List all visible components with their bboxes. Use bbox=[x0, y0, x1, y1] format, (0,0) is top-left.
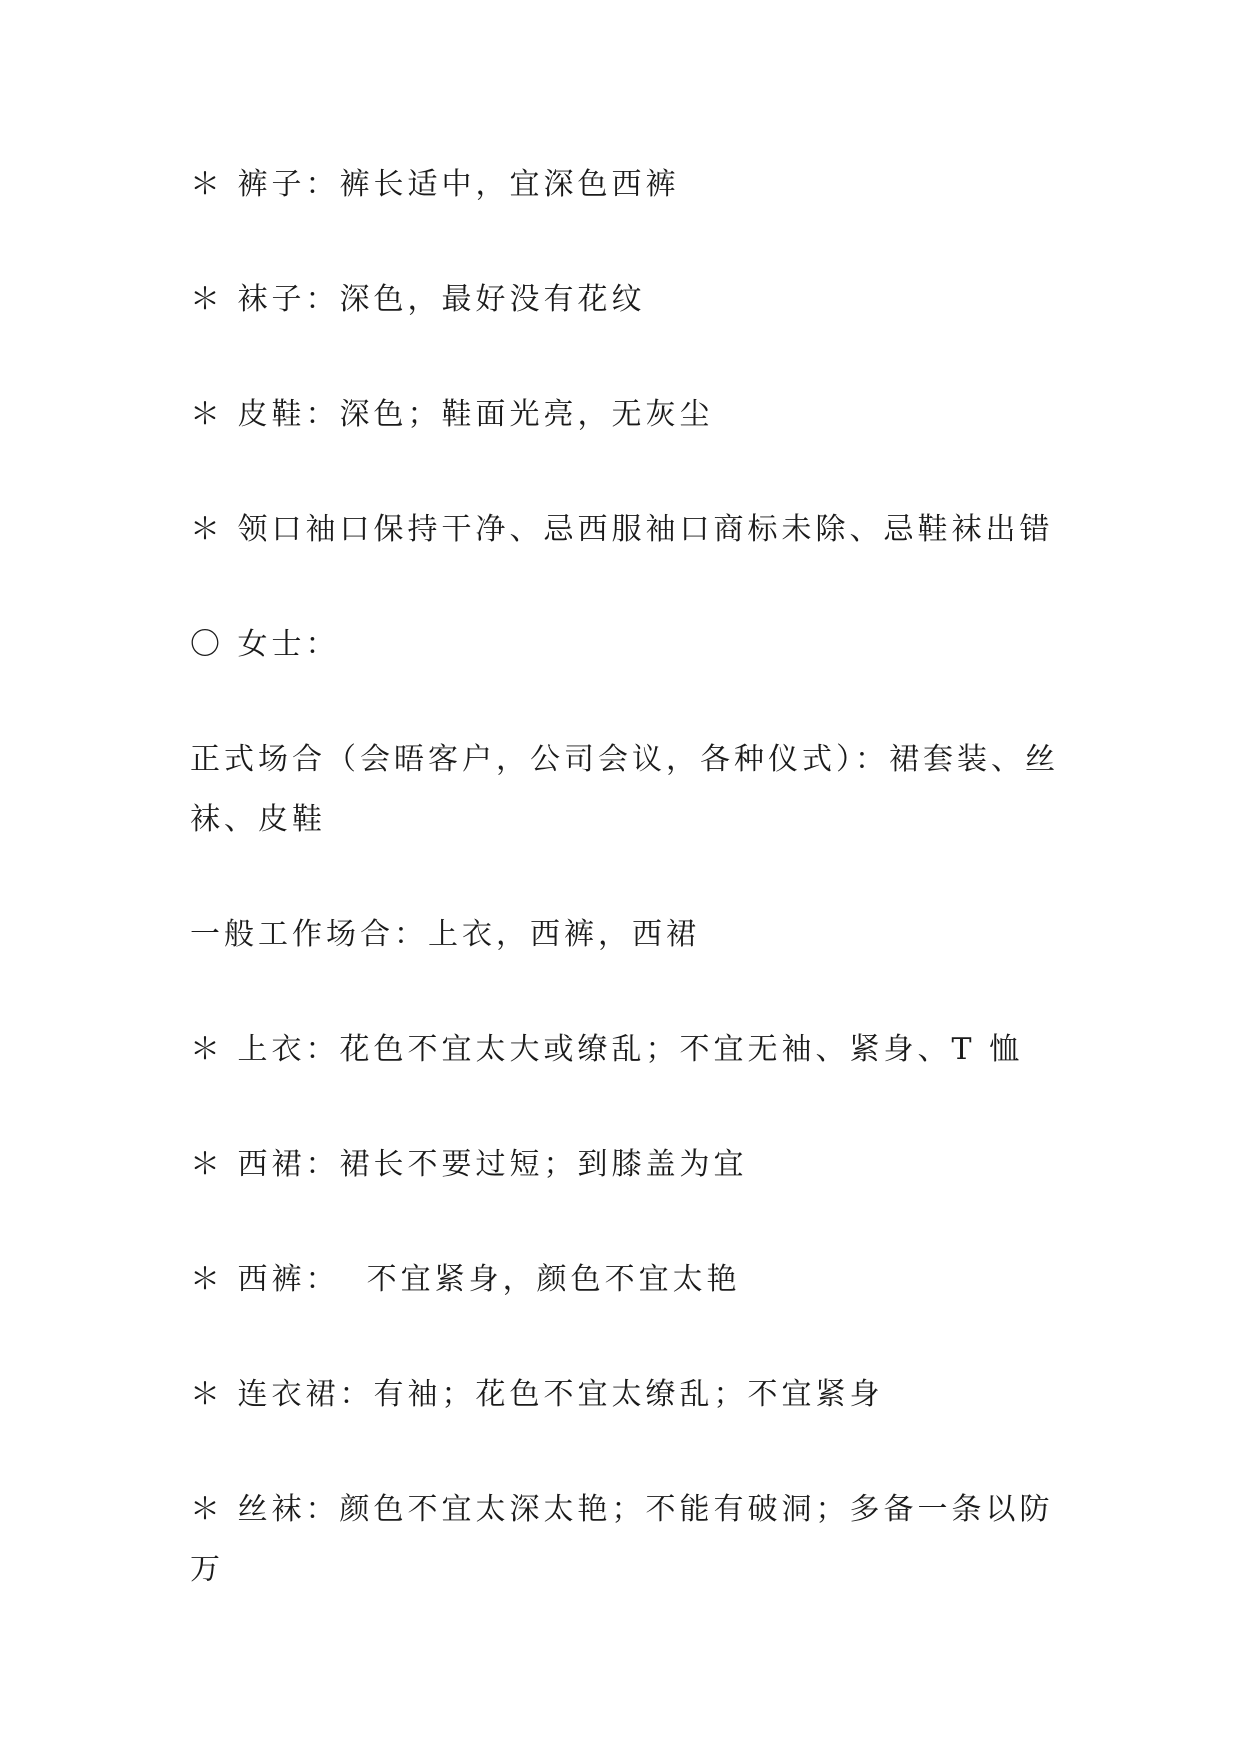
text-line-top: ＊ 上衣：花色不宜太大或缭乱；不宜无袖、紧身、T 恤 bbox=[190, 1032, 1024, 1067]
text-line-socks: ＊ 袜子：深色，最好没有花纹 bbox=[190, 282, 646, 317]
text-line-shoes: ＊ 皮鞋：深色；鞋面光亮，无灰尘 bbox=[190, 397, 714, 432]
text-line-stockings: ＊ 丝袜：颜色不宜太深太艳；不能有破洞；多备一条以防万 bbox=[190, 1492, 1054, 1587]
text-line-formal-occasions: 正式场合（会晤客户，公司会议，各种仪式）：裙套装、丝袜、皮鞋 bbox=[190, 742, 1059, 837]
text-line-pants: ＊ 裤子：裤长适中，宜深色西裤 bbox=[190, 167, 680, 202]
text-line-trousers: ＊ 西裤： 不宜紧身，颜色不宜太艳 bbox=[190, 1262, 741, 1297]
text-line-dress: ＊ 连衣裙：有袖；花色不宜太缭乱；不宜紧身 bbox=[190, 1377, 884, 1412]
text-line-skirt: ＊ 西裙：裙长不要过短；到膝盖为宜 bbox=[190, 1147, 748, 1182]
text-line-collar-cuffs: ＊ 领口袖口保持干净、忌西服袖口商标未除、忌鞋袜出错 bbox=[190, 512, 1054, 547]
text-line-general-work: 一般工作场合：上衣，西裤，西裙 bbox=[190, 917, 700, 952]
section-heading-women: 〇 女士： bbox=[190, 627, 340, 662]
